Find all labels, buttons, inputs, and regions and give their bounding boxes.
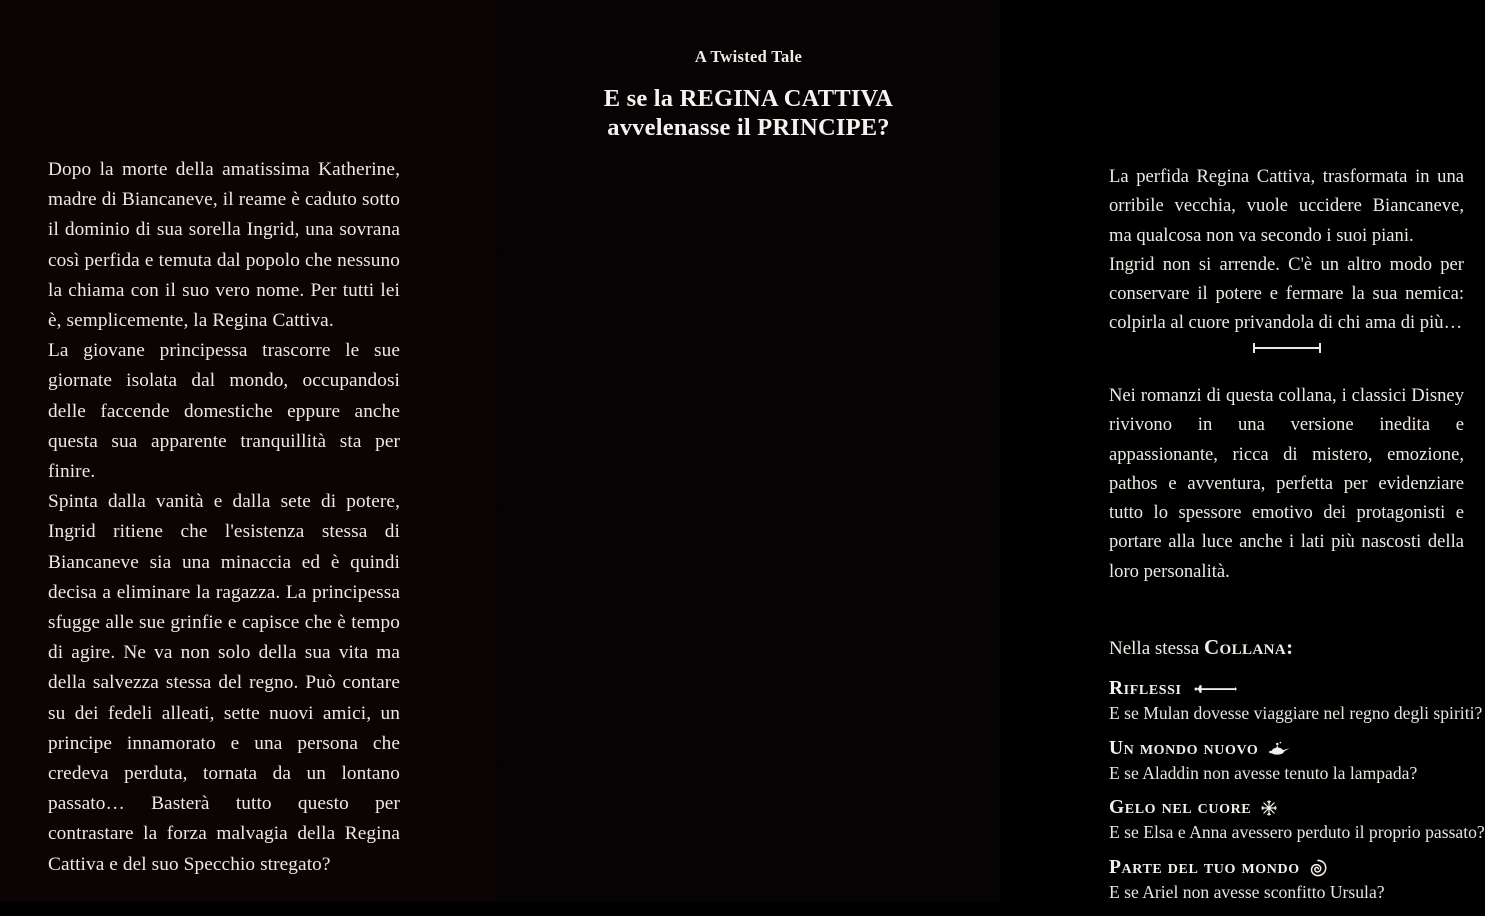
right-blurb-paragraph-1: La perfida Regina Cattiva, trasformata in una orribile vecchia, vuole uccidere Biancaneve, ma qualcosa non va secondo i suoi piani.: [1109, 166, 1464, 246]
series-item-title-row: [1109, 738, 1479, 760]
series-item-title: Riflessi: [1109, 678, 1182, 699]
series-list-block: [1109, 635, 1485, 916]
left-blurb-paragraph-3: Spinta dalla vanità e dalla sete di potere, Ingrid ritiene che l'esistenza stessa di Biancaneve sia una minaccia ed è quindi decisa a eliminare la ragazza. La principessa sfugge alle sue grinfie e capisce che è tempo di agire. Ne va non solo della sua vita ma della salvezza stessa del regno. Può contare su dei fedeli alleati, sette nuovi amici, un principe innamorato e una persona che credeva perduta, tornata da un lontano passato… Basterà tutto questo per contrastare la forza malvagia della Regina Cattiva e del suo Specchio stregato?: [48, 491, 400, 875]
series-item-subtitle: E se Ariel non avesse sconfitto Ursula?: [1109, 881, 1385, 902]
genie-lamp-icon: [1267, 741, 1291, 757]
back-cover-left-panel: [0, 0, 497, 902]
right-blurb-primary: [1109, 162, 1464, 338]
series-item-title-row: [1109, 678, 1479, 700]
series-item-title: Parte del tuo mondo: [1109, 856, 1300, 878]
cover-title-line-1: E se la REGINA CATTIVA: [603, 85, 894, 112]
right-blurb-paragraph-2: Ingrid non si arrende. C'è un altro modo per conservare il potere e fermare la sua nemica: colpirla al cuore privandola di chi ama di più…: [1109, 253, 1464, 334]
series-kicker: A Twisted Tale: [694, 47, 803, 66]
list-item[interactable]: [1109, 738, 1479, 785]
series-item-title: Gelo nel cuore: [1109, 797, 1252, 818]
series-item-title-row: [1109, 857, 1479, 879]
back-cover-right-panel: [497, 0, 1485, 902]
snowflake-icon: [1260, 799, 1278, 817]
series-list-heading: [1109, 635, 1479, 660]
sword-icon: [1191, 682, 1237, 696]
divider-beam: [1253, 347, 1321, 349]
list-item[interactable]: [1109, 857, 1479, 904]
right-blurb-secondary: [1109, 381, 1464, 586]
series-item-title: Un mondo nuovo: [1109, 737, 1259, 759]
series-heading-prefix: Nella stessa: [1109, 638, 1204, 659]
series-item-subtitle: E se Elsa e Anna avessero perduto il proprio passato?: [1109, 822, 1485, 842]
i-beam-rule-icon: [1109, 338, 1464, 358]
list-item[interactable]: [1109, 678, 1483, 725]
list-item[interactable]: [1109, 797, 1485, 844]
cover-title-line-2: avvelenasse il PRINCIPE?: [607, 114, 890, 141]
left-blurb-paragraph-1: Dopo la morte della amatissima Katherine, madre di Biancaneve, il reame è caduto sotto il dominio di sua sorella Ingrid, una sovrana così perfida e temuta dal popolo che nessuno la chiama con il suo vero nome. Per tutti lei è, semplicemente, la Regina Cattiva.: [48, 159, 400, 332]
right-blurb-secondary-paragraph: Nei romanzi di questa collana, i classici Disney rivivono in una versione inedita e appassionante, ricca di mistero, emozione, pathos e avventura, perfetta per evidenziare tutto lo spessore emotivo dei protagonisti e portare alla luce anche i lati più nascosti della loro personalità.: [1109, 385, 1464, 582]
series-heading-emphasis: Collana:: [1203, 635, 1294, 659]
cover-title: [527, 84, 970, 142]
left-blurb: [48, 155, 400, 880]
series-item-subtitle: E se Mulan dovesse viaggiare nel regno degli spiriti?: [1109, 703, 1483, 723]
seashell-icon: [1309, 859, 1327, 877]
series-item-subtitle: E se Aladdin non avesse tenuto la lampada?: [1109, 762, 1418, 783]
series-item-title-row: [1109, 797, 1479, 819]
left-blurb-paragraph-2: La giovane principessa trascorre le sue giornate isolata dal mondo, occupandosi delle faccende domestiche eppure anche questa sua apparente tranquillità sta per finire.: [48, 340, 400, 483]
